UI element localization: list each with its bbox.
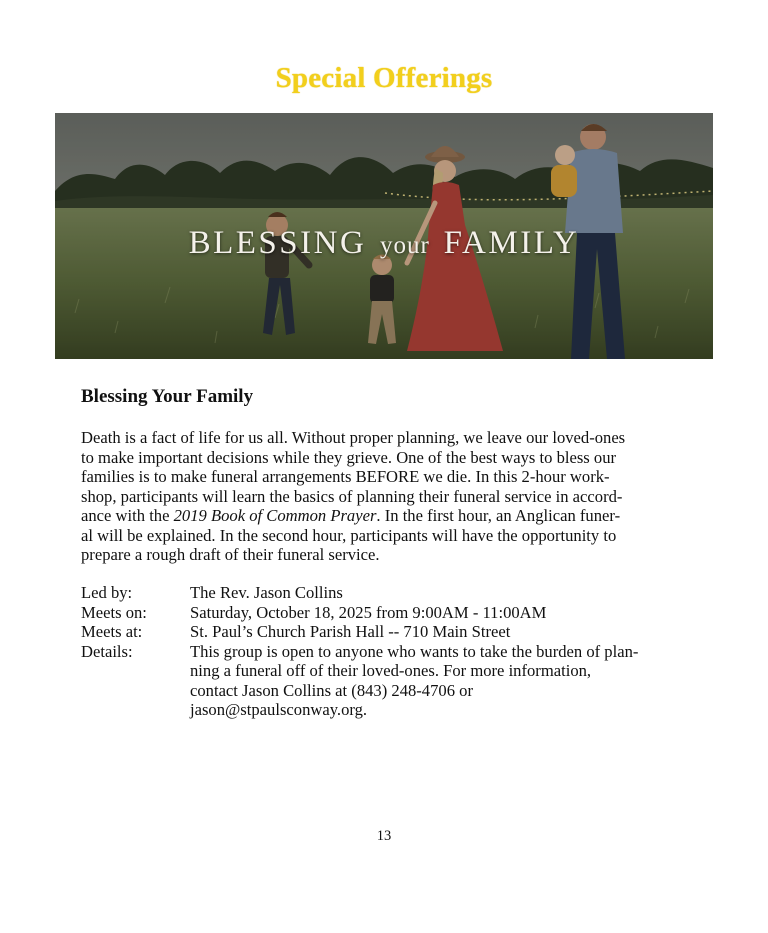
led-by-value: The Rev. Jason Collins (190, 583, 343, 602)
led-by-row (81, 583, 701, 603)
paragraph-line (81, 506, 691, 526)
meets-on-label: Meets on: (81, 602, 147, 622)
meets-at-row (81, 622, 701, 642)
details-row (81, 642, 701, 720)
section-heading: Blessing Your Family (81, 386, 254, 407)
paragraph-text: . In the first hour, an Anglican funer- (376, 506, 621, 525)
meets-at-value: St. Paul’s Church Parish Hall -- 710 Main Street (190, 622, 511, 641)
blessing-family-banner (55, 113, 713, 359)
page-number: 13 (376, 828, 392, 844)
banner-caption-word-family: FAMILY (443, 225, 580, 261)
page-title: Special Offerings (275, 62, 493, 94)
event-details (81, 583, 701, 720)
contact-email: jason@stpaulsconway.org. (190, 700, 368, 719)
details-value (190, 642, 701, 720)
banner-caption-word-blessing: BLESSING (188, 225, 367, 261)
meets-on-row (81, 603, 701, 623)
paragraph-text: ance with the (81, 506, 174, 525)
meets-on-value: Saturday, October 18, 2025 from 9:00AM - 11:00AM (190, 602, 547, 622)
details-label: Details: (81, 641, 133, 661)
banner-caption-word-your: your (380, 232, 430, 259)
details-line: ning a funeral off of their loved-ones. For more information, (190, 661, 592, 680)
details-line: contact Jason Collins at (843) 248-4706 or (190, 680, 473, 700)
description-paragraph (81, 428, 691, 565)
paragraph-line: families is to make funeral arrangements BEFORE we die. In this 2-hour work- (81, 467, 610, 486)
book-title: 2019 Book of Common Prayer (173, 506, 377, 525)
paragraph-line: al will be explained. In the second hour, participants will have the opportunity to (81, 525, 617, 545)
paragraph-line: prepare a rough draft of their funeral service. (81, 545, 380, 564)
led-by-label: Led by: (81, 583, 133, 602)
details-line: This group is open to anyone who wants to take the burden of plan- (190, 641, 639, 661)
paragraph-line: shop, participants will learn the basics of planning their funeral service in accord- (81, 486, 623, 506)
paragraph-line: Death is a fact of life for us all. Without proper planning, we leave our loved-ones (81, 428, 626, 447)
paragraph-line: to make important decisions while they grieve. One of the best ways to bless our (81, 447, 617, 467)
banner-caption (55, 225, 713, 262)
meets-at-label: Meets at: (81, 622, 143, 641)
